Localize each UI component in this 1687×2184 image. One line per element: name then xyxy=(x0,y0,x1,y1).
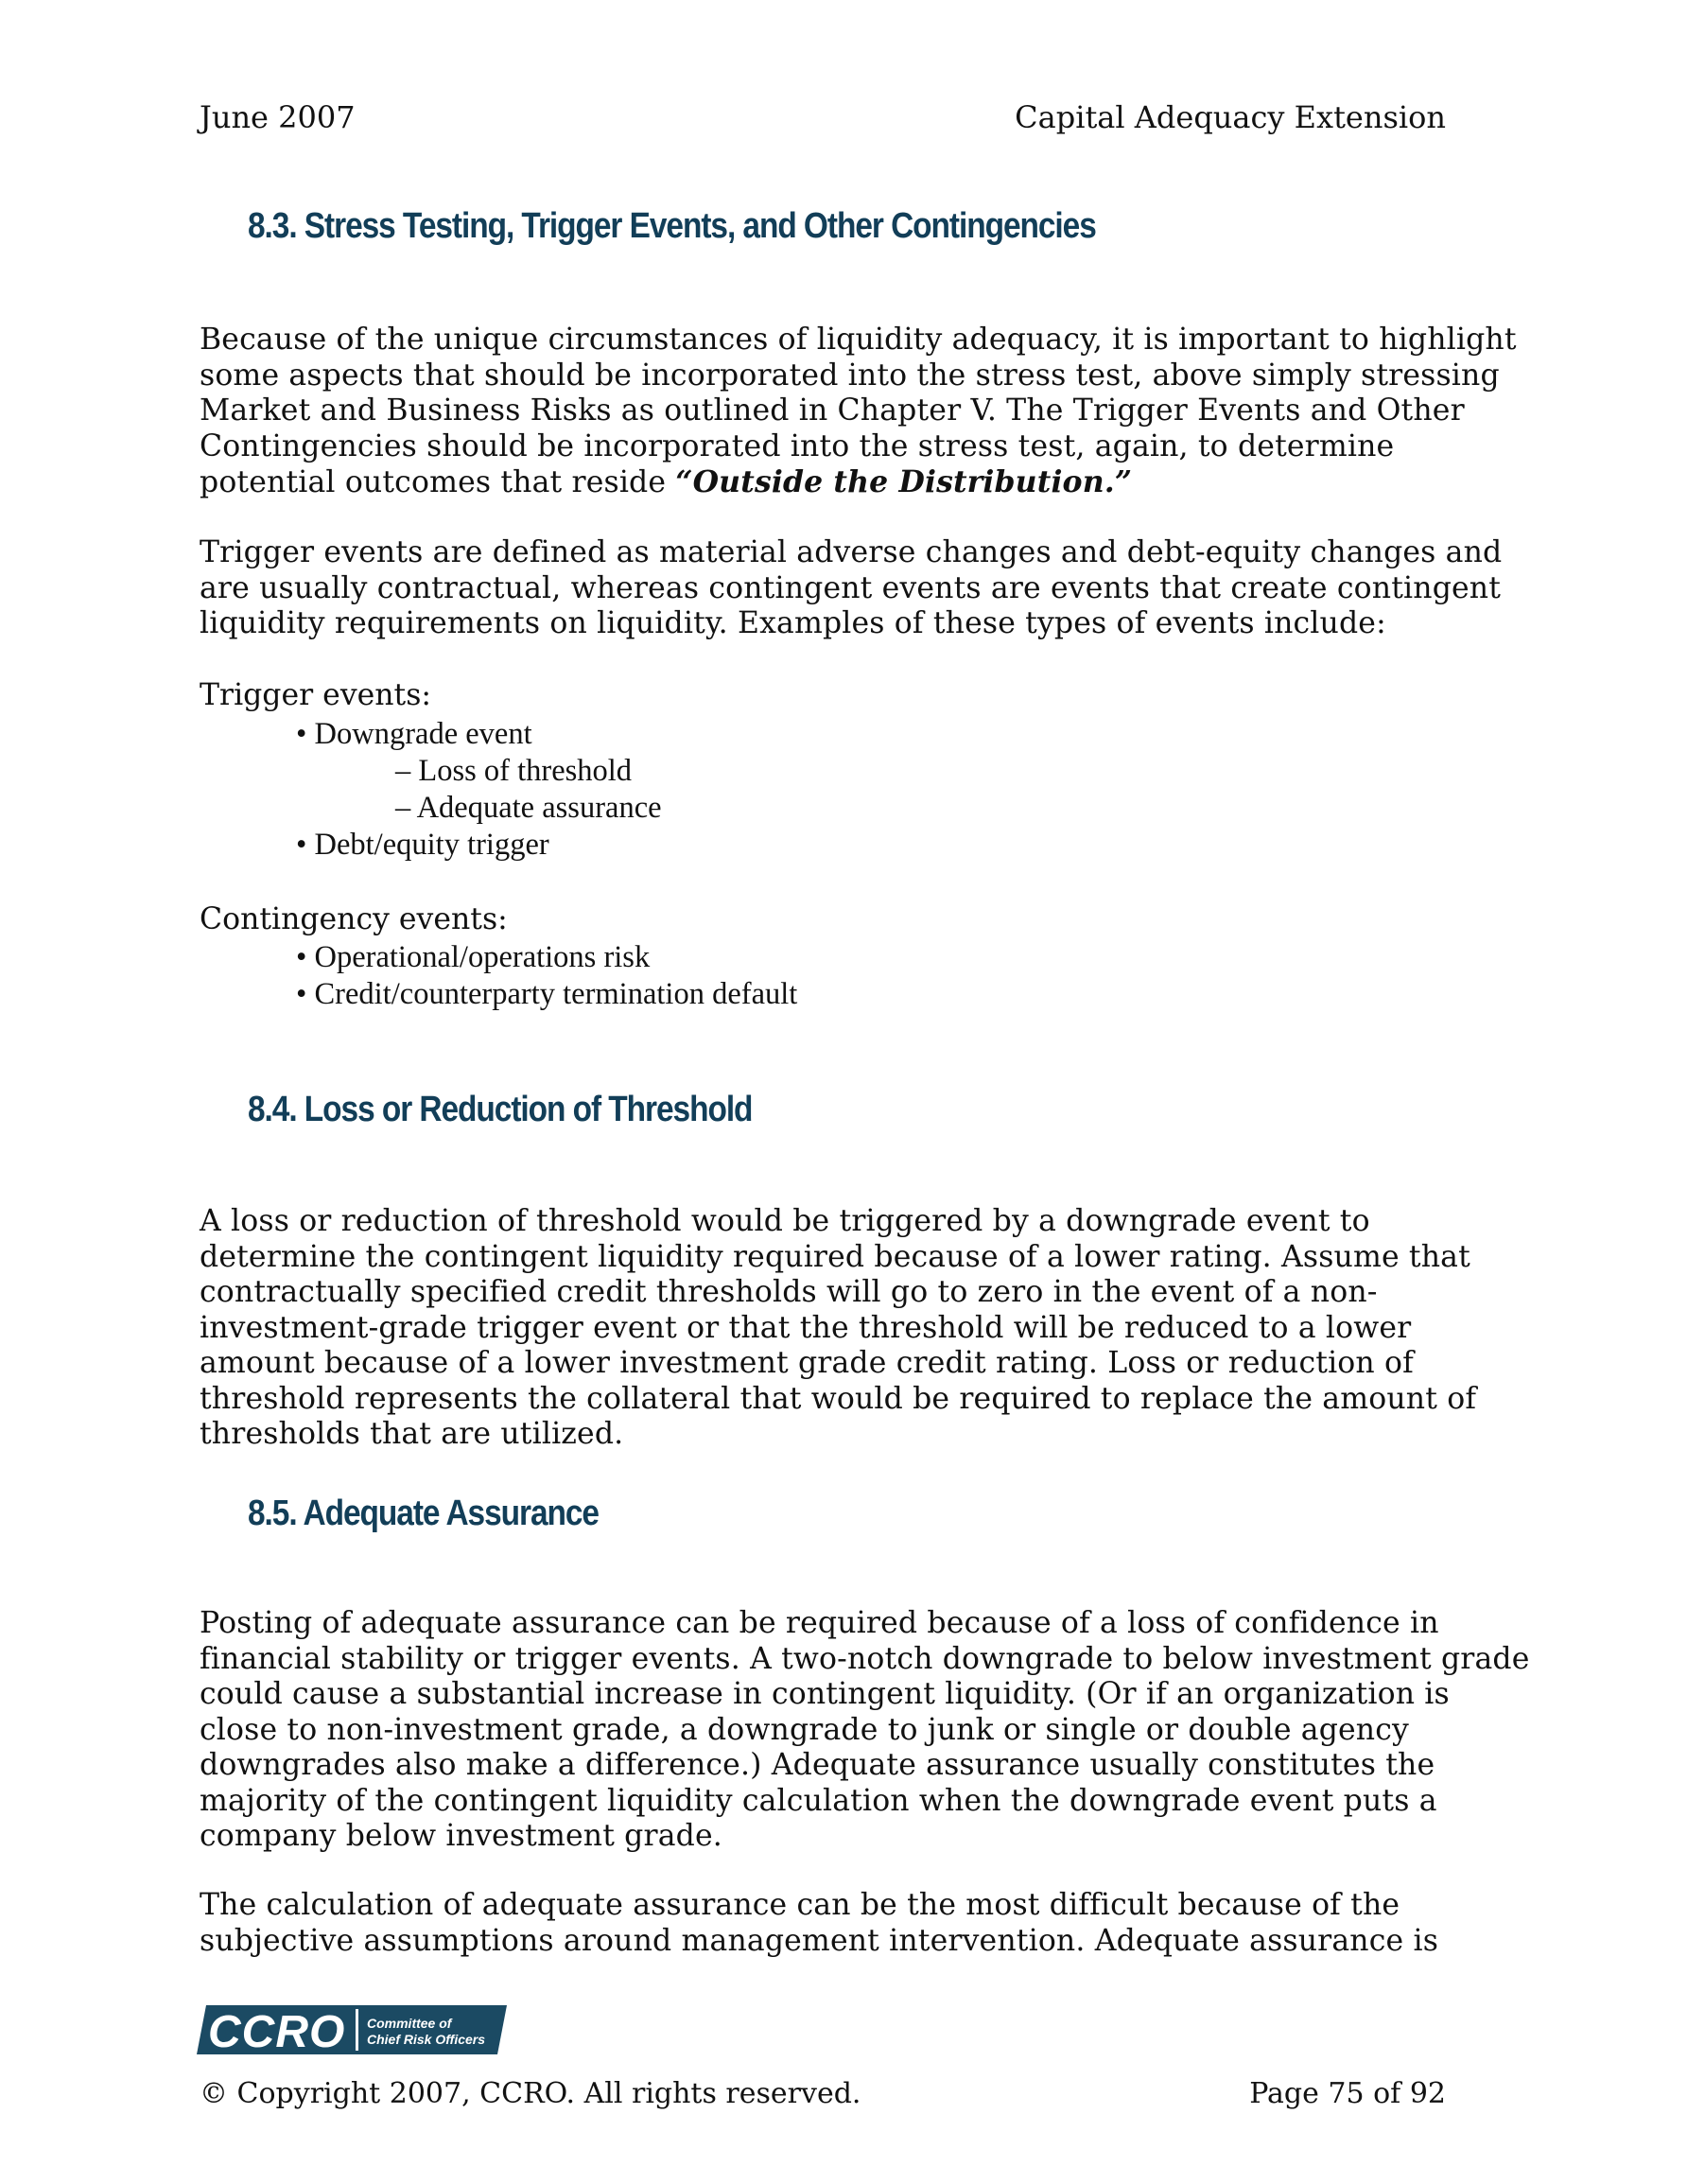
ccro-logo xyxy=(197,2003,509,2056)
paragraph-text: Because of the unique circumstances of liquidity adequacy, it is important to highlight some aspects that should be incorporated into the stress test, above simply stressing Market and Business Risks as outlined in Chapter V. The Trigger Events and Other Contingencies should be incorporated into the stress test, again, to determine potential outcomes that reside xyxy=(200,323,1517,499)
section-heading-8-3: 8.3. Stress Testing, Trigger Events, and Other Contingencies xyxy=(248,206,1096,246)
paragraph-adequate-assurance-calculation: The calculation of adequate assurance can be the most difficult because of the subjective assumptions around management intervention. Adequate assurance is xyxy=(200,1888,1439,1958)
header-document-title: Capital Adequacy Extension xyxy=(1015,99,1446,135)
contingency-events-label: Contingency events: xyxy=(200,902,508,936)
svg-text:CCRO: CCRO xyxy=(208,2007,346,2056)
list-item-credit-counterparty-default: • Credit/counterparty termination default xyxy=(296,977,798,1011)
list-item-debt-equity-trigger: • Debt/equity trigger xyxy=(296,828,549,862)
svg-text:Committee of: Committee of xyxy=(367,2016,452,2031)
header-date: June 2007 xyxy=(200,99,356,135)
paragraph-loss-of-threshold: A loss or reduction of threshold would be triggered by a downgrade event to determine the contingent liquidity required because of a lower rating. Assume that contractually specified credit thresholds will go to zero in the event of a non-investment-grade trigger event or that the threshold will be reduced to a lower amount because of a lower investment grade credit rating. Loss or reduction of threshold represents the collateral that would be required to replace the amount of thresholds that are utilized. xyxy=(200,1204,1477,1451)
paragraph-trigger-events-definition: Trigger events are defined as material adverse changes and debt-equity changes and are usually contractual, whereas contingent events are events that create contingent liquidity requirements on liquidity. Examples of these types of events include: xyxy=(200,535,1503,640)
paragraph-stress-testing-intro xyxy=(200,323,1533,501)
list-item-downgrade-event: • Downgrade event xyxy=(296,717,532,751)
emphasis-outside-distribution: “Outside the Distribution.” xyxy=(675,464,1133,499)
list-item-loss-of-threshold: – Loss of threshold xyxy=(395,754,633,788)
paragraph-adequate-assurance: Posting of adequate assurance can be required because of a loss of confidence in financial stability or trigger events. A two-notch downgrade to below investment grade could cause a substantial increase in contingent liquidity. (Or if an organization is close to non-investment grade, a downgrade to junk or single or double agency downgrades also make a difference.) Adequate assurance usually constitutes the majority of the contingent liquidity calculation when the downgrade event puts a company below investment grade. xyxy=(200,1606,1530,1853)
section-heading-8-5: 8.5. Adequate Assurance xyxy=(248,1494,599,1533)
footer-page-number: Page 75 of 92 xyxy=(1249,2077,1446,2110)
footer-copyright: © Copyright 2007, CCRO. All rights reserved. xyxy=(200,2077,861,2110)
list-item-operational-risk: • Operational/operations risk xyxy=(296,940,651,974)
list-item-adequate-assurance: – Adequate assurance xyxy=(395,791,662,825)
section-heading-8-4: 8.4. Loss or Reduction of Threshold xyxy=(248,1090,753,1129)
trigger-events-label: Trigger events: xyxy=(200,678,431,712)
svg-text:Chief Risk Officers: Chief Risk Officers xyxy=(367,2032,486,2047)
